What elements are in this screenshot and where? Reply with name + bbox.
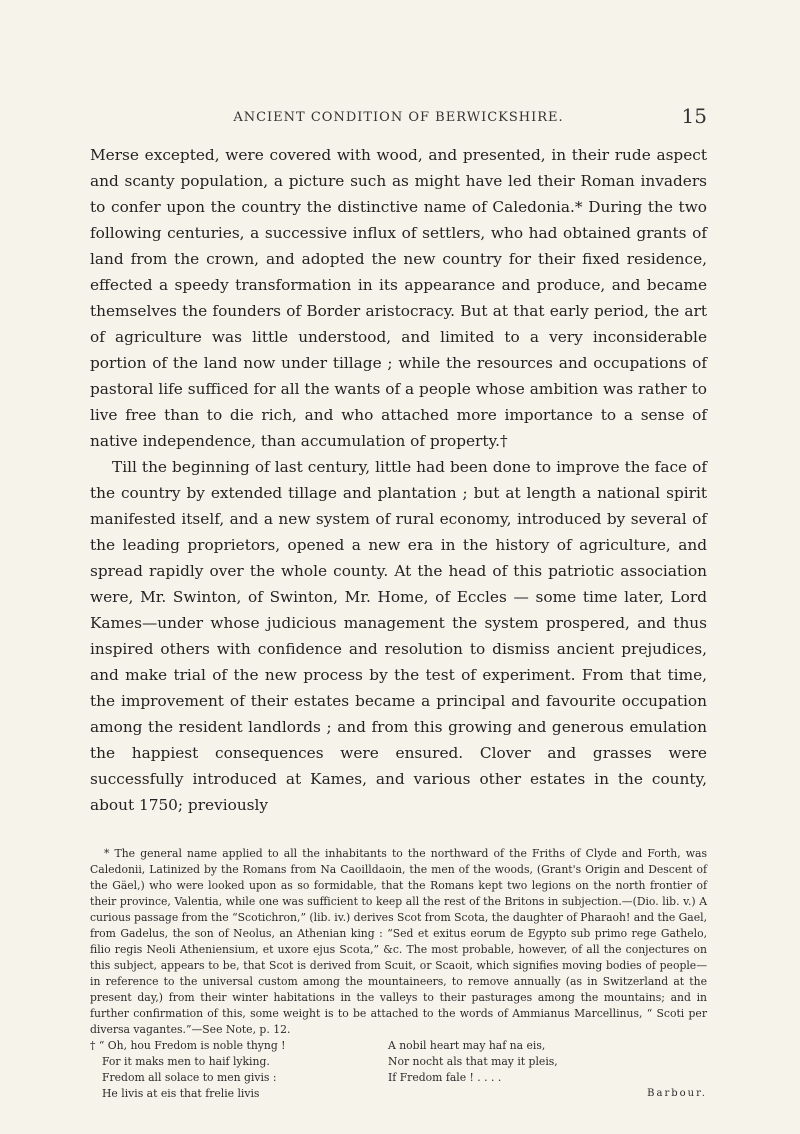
footnote-caledonia: * The general name applied to all the inhabitants to the northward of the Friths of Clyde and Forth, was Caledonii, Latinized by the Romans from Na Caoilldaoin, the men of the woods, (Grant's Origin and Descent of the Gäel,) who were looked upon as so formidable, that the Romans kept two legions on the north frontier of their province, Valentia, while one was sufficient to keep all the rest of the Britons in subjection.—(Dio. lib. v.) A curious passage from the “Scotichron,” (lib. iv.) derives Scot from Scota, the daughter of Pharaoh! and the Gael, from Gadelus, the son of Neolus, an Athenian king : “Sed et exitus eorum de Egypto sub primo rege Gathelo, filio regis Neoli Atheniensium, et uxore ejus Scota,” &c. The most probable, however, of all the conjectures on this subject, appears to be, that Scot is derived from Scuit, or Scaoit, which signifies moving bodies of people—in reference to the universal custom among the mountaineers, to remove annually (as in Switzerland at the present day,) from their winter habitations in the valleys to their pasturages among the mountains; and in further confirmation of this, some weight is to be attached to the words of Ammianus Marcellinus, “ Scoti per diversa vagantes.”—See Note, p. 12. (90, 847, 707, 1036)
poem-line: He livis at eis that frelie livis (102, 1087, 260, 1100)
poem-line: † “ Oh, hou Fredom is noble thyng ! (90, 1039, 286, 1052)
footnotes (90, 846, 707, 1102)
paragraph-1: Merse excepted, were covered with wood, and presented, in their rude aspect and scanty population, a picture such as might have led their Roman invaders to confer upon the country the distinctive name of Caledonia.* During the two following centuries, a successive influx of settlers, who had obtained grants of land from the crown, and adopted the new country for their fixed residence, effected a speedy transformation in its appearance and produce, and became themselves the founders of Border aristocracy. But at that early period, the art of agriculture was little understood, and limited to a very inconsiderable portion of the land now under tillage ; while the resources and occupations of pastoral life sufficed for all the wants of a people whose ambition was rather to live free than to die rich, and who attached more importance to a sense of native independence, than accumulation of property.† (90, 146, 707, 450)
running-head: ANCIENT CONDITION OF BERWICKSHIRE. (233, 110, 564, 125)
poem-line: Fredom all solace to men givis : (102, 1071, 277, 1084)
poem-line: If Fredom fale ! . . . . (388, 1071, 502, 1084)
poem-attribution: Barbour. (647, 1088, 707, 1099)
poem-line: For it maks men to haif lyking. (102, 1055, 270, 1068)
poem-right-column (386, 1038, 707, 1102)
poem-line: A nobil heart may haf na eis, (388, 1039, 546, 1052)
paragraph-2: Till the beginning of last century, little had been done to improve the face of the country by extended tillage and plantation ; but at length a national spirit manifested itself, and a new system of rural economy, introduced by several of the leading proprietors, opened a new era in the history of agriculture, and spread rapidly over the whole county. At the head of this patriotic association were, Mr. Swinton, of Swinton, Mr. Home, of Eccles — some time later, Lord Kames—under whose judicious management the system prospered, and thus inspired others with confidence and resolution to dismiss ancient prejudices, and make trial of the new process by the test of experiment. From that time, the improvement of their estates became a principal and favourite occupation among the resident landlords ; and from this growing and generous emulation the happiest consequences were ensured. Clover and grasses were successfully introduced at Kames, and various other estates in the county, about 1750; previously (90, 458, 707, 814)
poem-left-column (90, 1038, 386, 1102)
page-number: 15 (681, 104, 707, 128)
poem-line: Nor nocht als that may it pleis, (388, 1055, 558, 1068)
footnote-poem (90, 1038, 707, 1102)
page-header (90, 104, 707, 132)
body-text (90, 142, 707, 818)
